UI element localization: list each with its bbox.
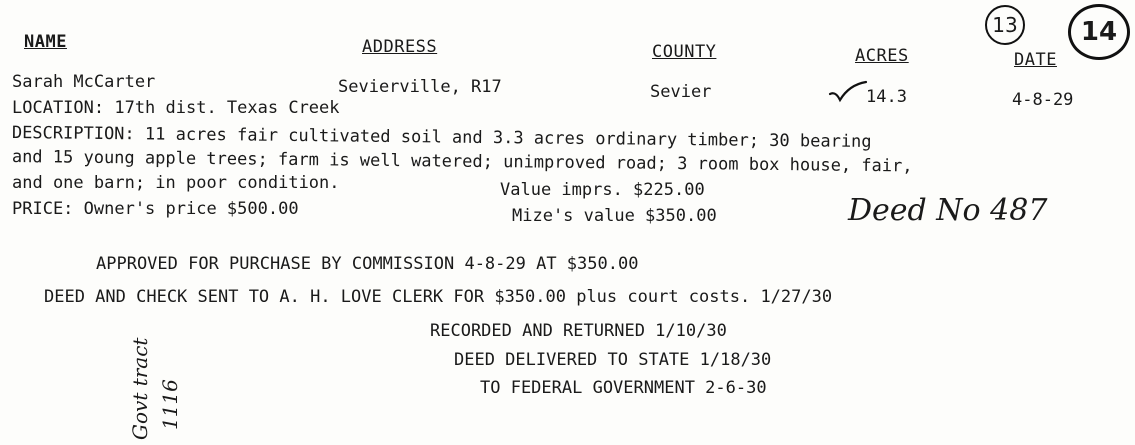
header-acres: ACRES bbox=[855, 46, 909, 66]
record-address: Sevierville, R17 bbox=[338, 77, 502, 97]
handwritten-deed-number: Deed No 487 bbox=[848, 193, 1048, 228]
record-mize-value: Mize's value $350.00 bbox=[512, 206, 717, 226]
page-number-13: 13 bbox=[992, 13, 1018, 37]
page-number-circle-13 bbox=[985, 5, 1025, 45]
header-name: NAME bbox=[24, 32, 67, 52]
record-value-improvements: Value imprs. $225.00 bbox=[500, 180, 705, 200]
action-deed-delivered: DEED DELIVERED TO STATE 1/18/30 bbox=[454, 350, 772, 370]
action-federal-government: TO FEDERAL GOVERNMENT 2-6-30 bbox=[480, 378, 767, 398]
record-price: PRICE: Owner's price $500.00 bbox=[12, 199, 299, 219]
header-date: DATE bbox=[1014, 50, 1057, 70]
record-location: LOCATION: 17th dist. Texas Creek bbox=[12, 98, 340, 118]
action-recorded-returned: RECORDED AND RETURNED 1/10/30 bbox=[430, 321, 727, 341]
record-description-line-3: and one barn; in poor condition. bbox=[12, 173, 340, 193]
record-name: Sarah McCarter bbox=[12, 72, 156, 92]
margin-note-line-1: Govt tract bbox=[128, 337, 152, 440]
header-county: COUNTY bbox=[652, 42, 717, 62]
record-county: Sevier bbox=[650, 82, 712, 102]
action-approved: APPROVED FOR PURCHASE BY COMMISSION 4-8-29 AT $350.00 bbox=[96, 254, 639, 274]
header-address: ADDRESS bbox=[362, 37, 438, 57]
record-description-line-2: and 15 young apple trees; farm is well watered; unimproved road; 3 room box house, fair, bbox=[11, 147, 913, 177]
record-acres: 14.3 bbox=[866, 87, 907, 107]
action-deed-check-sent: DEED AND CHECK SENT TO A. H. LOVE CLERK FOR $350.00 plus court costs. 1/27/30 bbox=[44, 287, 833, 307]
record-date: 4-8-29 bbox=[1012, 90, 1074, 110]
page-number-circle-14 bbox=[1068, 4, 1130, 60]
page-number-14: 14 bbox=[1080, 17, 1118, 47]
margin-note-line-2: 1116 bbox=[158, 379, 182, 430]
check-mark-icon bbox=[828, 80, 868, 104]
record-description-line-1: DESCRIPTION: 11 acres fair cultivated soil and 3.3 acres ordinary timber; 30 bearing bbox=[11, 123, 872, 153]
